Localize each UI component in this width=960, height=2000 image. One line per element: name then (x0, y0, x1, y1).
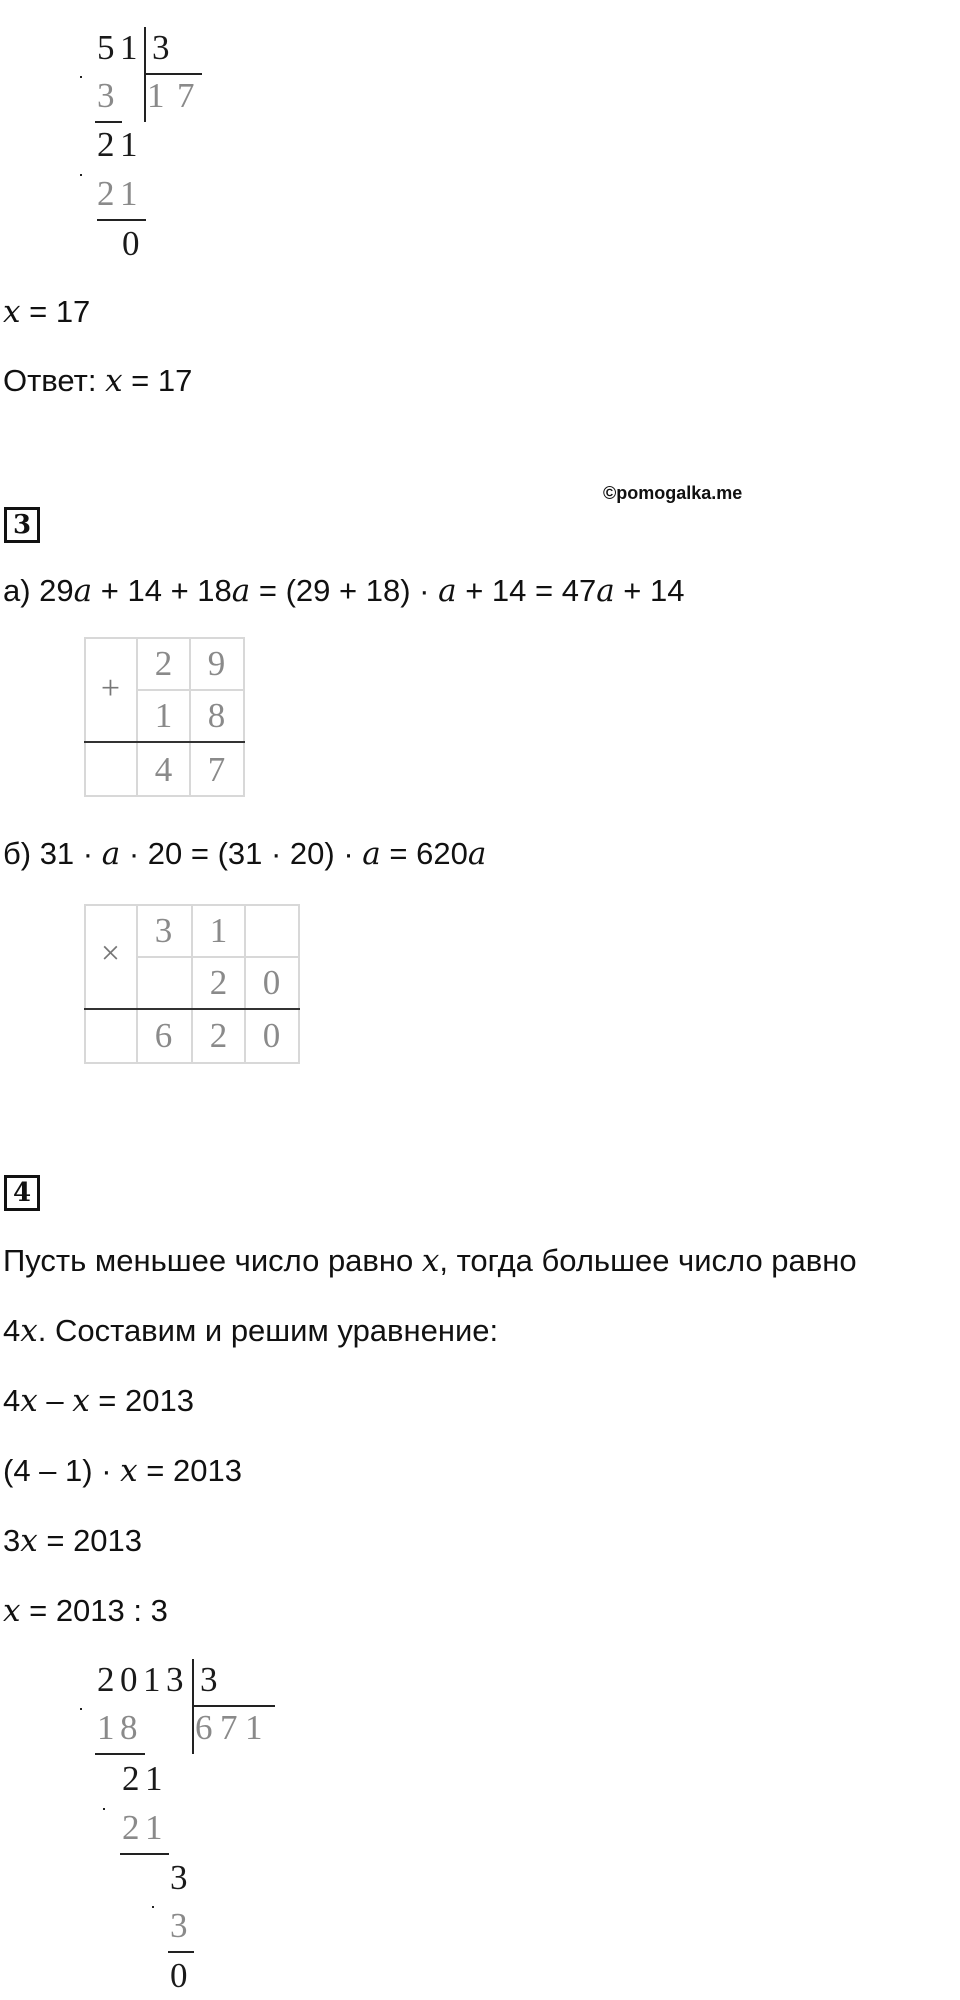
text: = 2013 : 3 (20, 1593, 168, 1628)
variable-a: a (467, 836, 487, 872)
variable-x: x (120, 1453, 138, 1489)
variable-a: a (231, 573, 251, 609)
answer-rest: = 17 (122, 363, 193, 398)
subtrahend-digit: 8 (120, 1708, 138, 1747)
variable-a: a (362, 836, 381, 872)
dividend-digit: 1 (120, 28, 138, 67)
table-digit: 8 (207, 696, 226, 735)
expr-text: + 14 = 47 (456, 573, 597, 608)
dividend-digit: 0 (120, 1660, 138, 1699)
subtrahend-digit: 1 (120, 174, 138, 213)
x-result-line (3, 296, 90, 328)
text: – (37, 1383, 73, 1418)
text: 3 (3, 1523, 21, 1558)
dividend-digit: 5 (97, 28, 115, 67)
answer-label: Ответ: (3, 363, 106, 398)
expr-text: · 20 = (31 · 20) · (120, 836, 363, 871)
task4-text-line-1 (3, 1245, 857, 1277)
table-digit: 7 (207, 750, 226, 789)
subtraction-line (120, 1853, 169, 1855)
remainder-digit: 2 (97, 125, 115, 164)
table-digit: 4 (154, 750, 173, 789)
subtrahend-digit: 3 (170, 1906, 188, 1945)
minus-mark (103, 1808, 105, 1810)
variable-x: x (3, 294, 21, 330)
final-remainder: 0 (170, 1956, 188, 1995)
subtrahend-digit: 1 (97, 1708, 115, 1747)
table-digit: 1 (154, 696, 173, 735)
dividend-digit: 3 (166, 1660, 184, 1699)
equation-1 (3, 1385, 194, 1417)
minus-mark (80, 76, 82, 78)
task3a-expression (3, 575, 685, 607)
divisor: 3 (200, 1660, 218, 1699)
subtrahend-digit: 3 (97, 76, 115, 115)
result-separator-line (84, 1008, 300, 1010)
expr-text: а) 29 (3, 573, 74, 608)
subtraction-line (95, 1753, 145, 1755)
quotient-digit: 1 (245, 1708, 263, 1747)
expr-text: = (29 + 18) · (250, 573, 439, 608)
task3b-expression (3, 838, 486, 870)
dividend-digit: 1 (143, 1660, 161, 1699)
variable-a: a (438, 573, 457, 609)
subtrahend-digit: 2 (122, 1808, 140, 1847)
table-digit: 3 (154, 911, 173, 950)
table-digit: 2 (209, 1016, 228, 1055)
table-digit: 2 (154, 644, 173, 683)
watermark: ©pomogalka.me (603, 483, 743, 503)
division-bracket-horizontal (193, 1705, 275, 1707)
variable-x: x (20, 1313, 38, 1349)
subtraction-line (168, 1951, 194, 1953)
text: 4 (3, 1383, 21, 1418)
quotient-digit: 7 (220, 1708, 238, 1747)
plus-sign: + (100, 670, 121, 707)
remainder-digit: 2 (122, 1759, 140, 1798)
table-digit: 9 (207, 644, 226, 683)
text: Пусть меньшее число равно (3, 1243, 422, 1278)
text: = 2013 (137, 1453, 242, 1488)
variable-x: x (421, 1243, 440, 1279)
divisor: 3 (152, 28, 170, 67)
dividend-digit: 2 (97, 1660, 115, 1699)
minus-mark (152, 1906, 154, 1908)
minus-mark (80, 174, 82, 176)
quotient-digit: 7 (177, 76, 195, 115)
expr-text: = 620 (380, 836, 468, 871)
expr-text: + 14 (614, 573, 685, 608)
text: , тогда большее число равно (439, 1243, 857, 1278)
table-digit: 2 (209, 963, 228, 1002)
text: 4 (3, 1313, 21, 1348)
text: (4 – 1) · (3, 1453, 121, 1488)
task-number-4: 4 (4, 1175, 40, 1211)
variable-a: a (101, 836, 121, 872)
subtrahend-digit: 2 (97, 174, 115, 213)
final-remainder: 0 (122, 224, 140, 263)
quotient-digit: 6 (195, 1708, 213, 1747)
result-separator-line (84, 741, 245, 743)
equation-3 (3, 1525, 142, 1557)
text: = 2013 (37, 1523, 143, 1558)
times-sign: × (100, 935, 121, 972)
expr-text: + 14 + 18 (92, 573, 232, 608)
remainder-digit: 1 (145, 1759, 163, 1798)
variable-x: x (20, 1383, 38, 1419)
remainder-digit: 1 (120, 125, 138, 164)
table-digit: 0 (262, 1016, 281, 1055)
answer-line (3, 365, 192, 397)
variable-a: a (596, 573, 615, 609)
x-result-rest: = 17 (20, 294, 91, 329)
variable-x: x (3, 1593, 21, 1629)
task4-text-line-2 (3, 1315, 498, 1347)
equation-2 (3, 1455, 242, 1487)
table-digit: 0 (262, 963, 281, 1002)
quotient-digit: 1 (147, 76, 165, 115)
equation-4 (3, 1595, 168, 1627)
division-bracket-horizontal (145, 73, 202, 75)
text: . Составим и решим уравнение: (37, 1313, 499, 1348)
minus-mark (80, 1708, 82, 1710)
variable-a: a (73, 573, 93, 609)
subtraction-line (97, 219, 146, 221)
variable-x: x (105, 363, 123, 399)
table-digit: 1 (209, 911, 228, 950)
table-digit: 6 (154, 1016, 173, 1055)
expr-text: б) 31 · (3, 836, 102, 871)
variable-x: x (20, 1523, 38, 1559)
text: = 2013 (89, 1383, 194, 1418)
subtraction-line (95, 121, 122, 123)
remainder-digit: 3 (170, 1858, 188, 1897)
subtrahend-digit: 1 (145, 1808, 163, 1847)
variable-x: x (72, 1383, 90, 1419)
task-number-3: 3 (4, 507, 40, 543)
